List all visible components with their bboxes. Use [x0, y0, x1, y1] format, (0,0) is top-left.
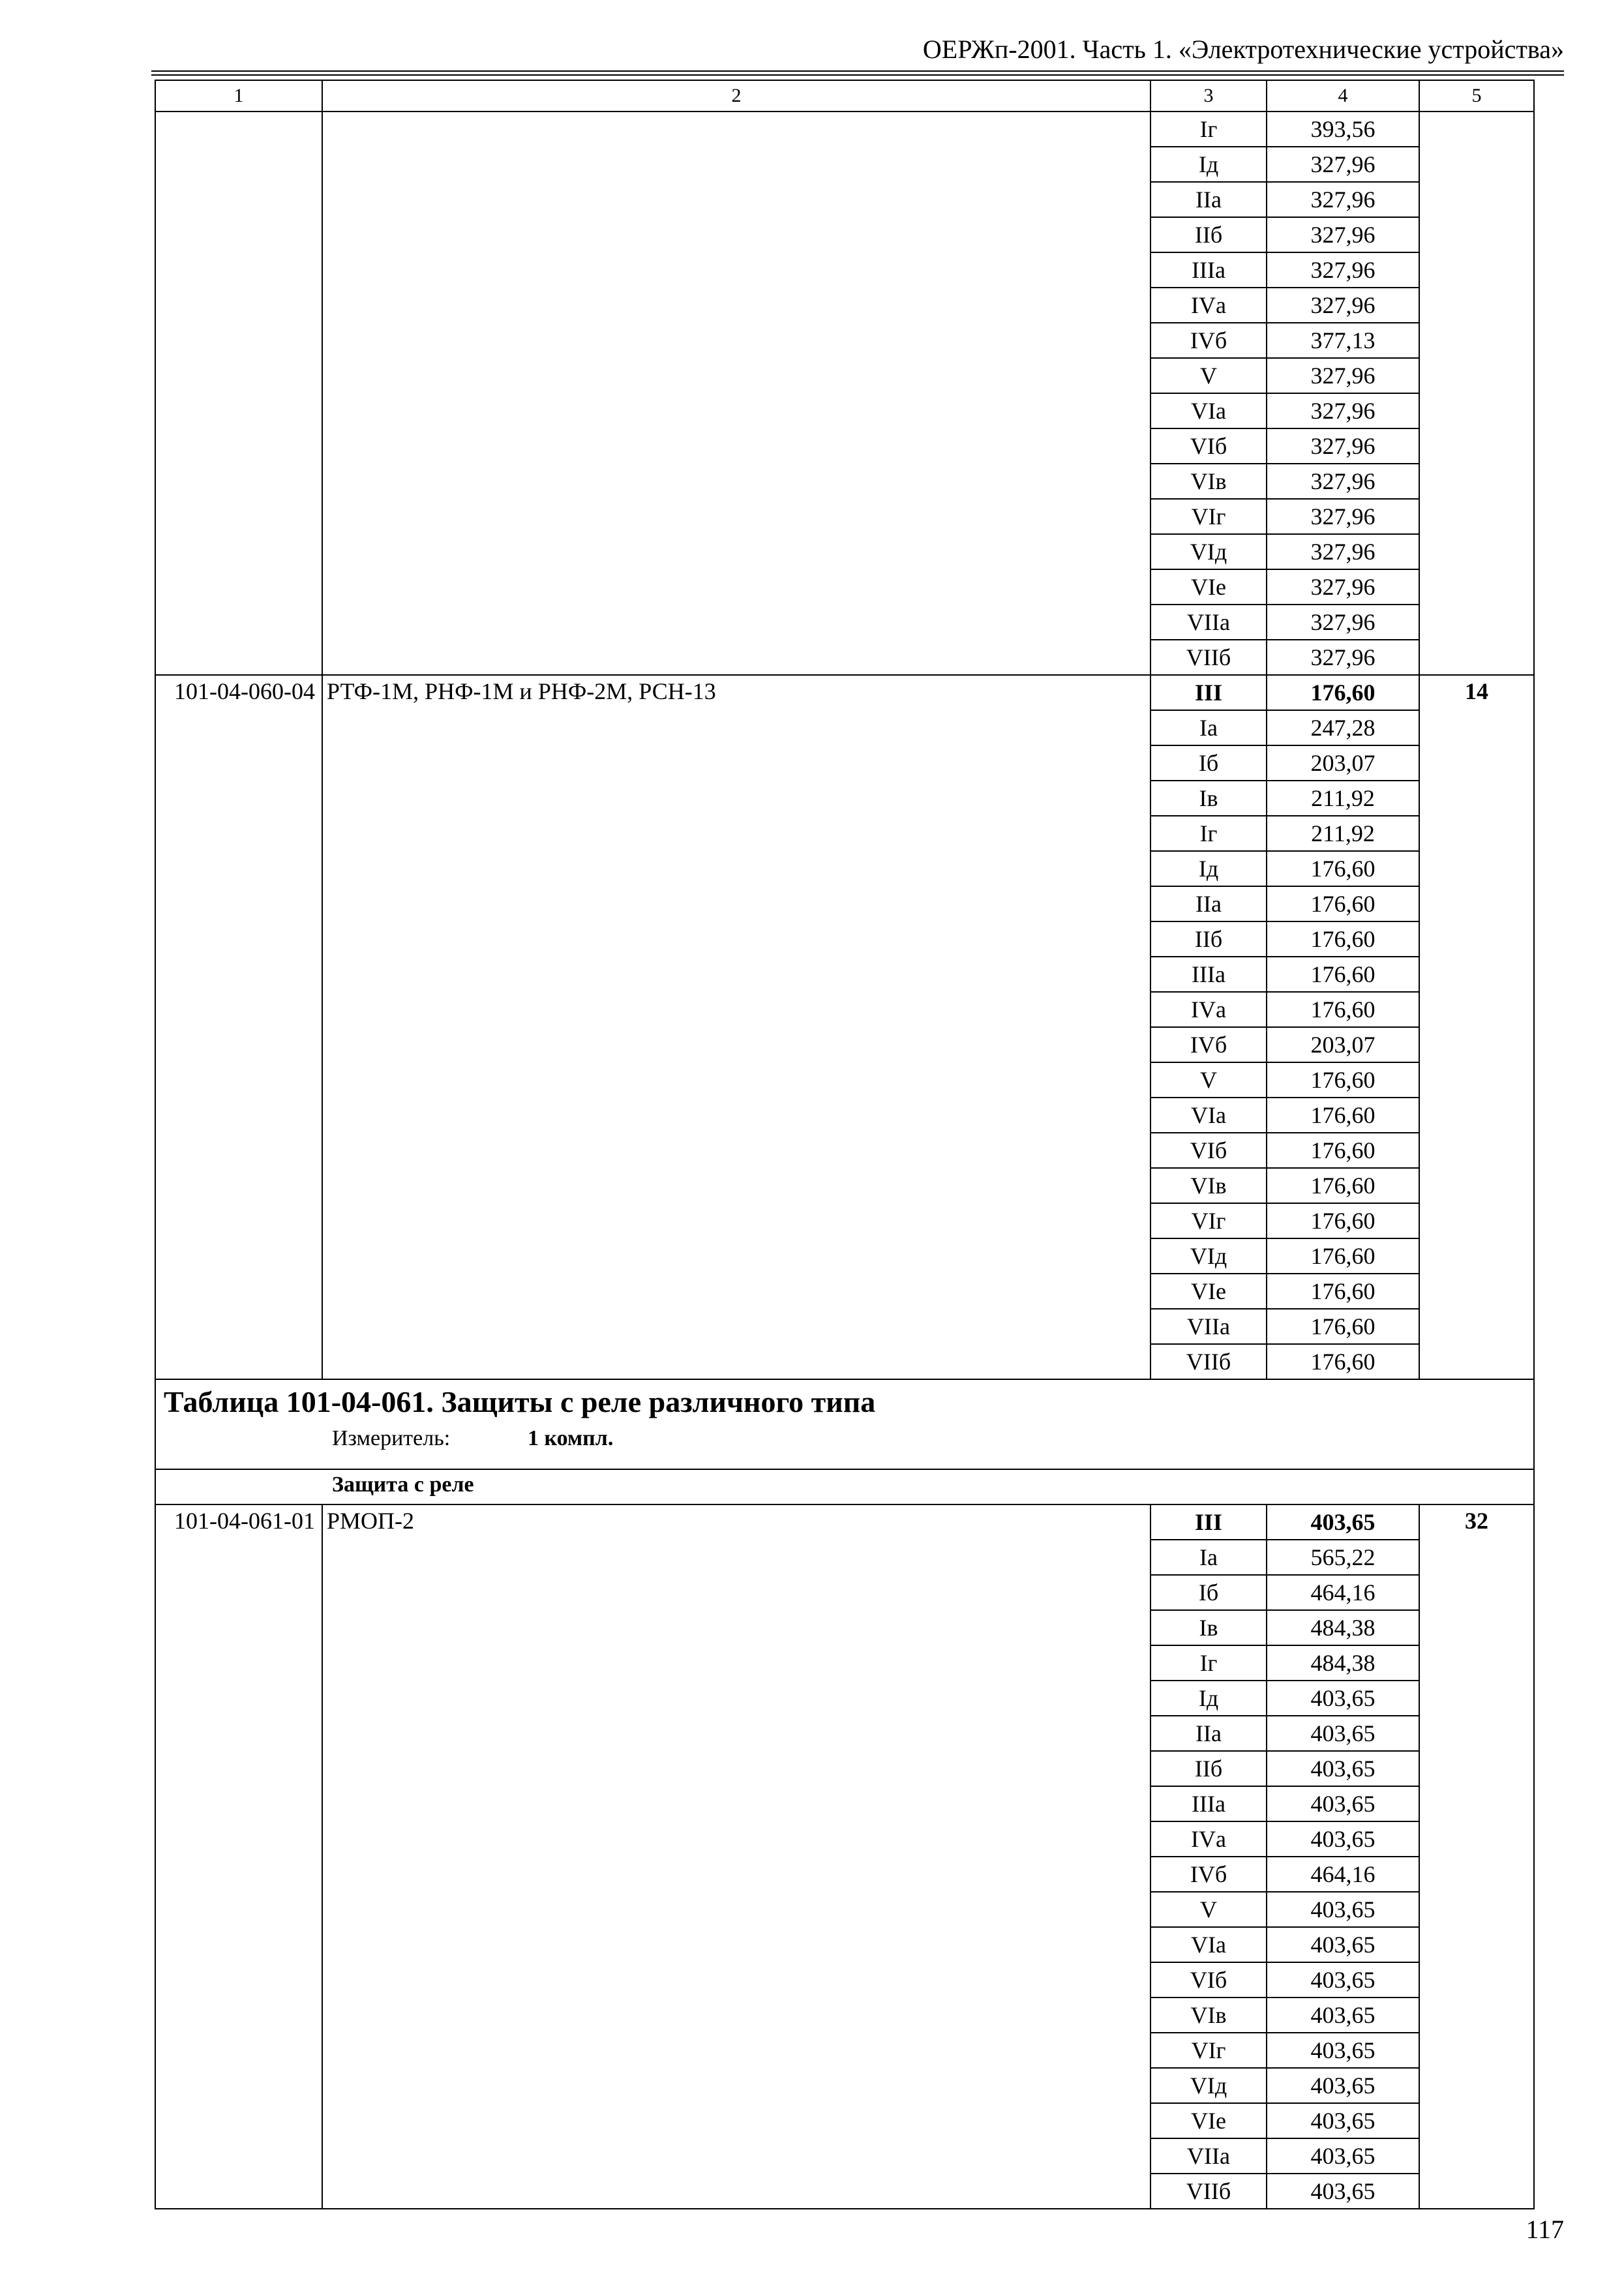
zone-cell: VIIб: [1150, 640, 1267, 675]
header-rule: [151, 70, 1564, 76]
price-cell: 327,96: [1267, 464, 1419, 499]
zone-cell: V: [1150, 1062, 1267, 1098]
zone-cell: VIе: [1150, 569, 1267, 605]
price-cell: 327,96: [1267, 217, 1419, 252]
zone-cell: VIа: [1150, 1927, 1267, 1962]
zone-cell: IVб: [1150, 323, 1267, 358]
price-cell: 176,60: [1267, 957, 1419, 992]
zone-cell: VIIб: [1150, 2174, 1267, 2209]
price-cell: 176,60: [1267, 1133, 1419, 1168]
price-cell: 176,60: [1267, 1344, 1419, 1379]
price-cell: 247,28: [1267, 710, 1419, 745]
column-number-row: [155, 80, 1534, 112]
zone-cell: VIд: [1150, 2068, 1267, 2103]
zone-cell: VIд: [1150, 534, 1267, 569]
zone-cell: VIIа: [1150, 2138, 1267, 2174]
zone-cell: Iа: [1150, 1540, 1267, 1575]
zone-cell: V: [1150, 358, 1267, 393]
zone-cell: VIа: [1150, 393, 1267, 428]
zone-cell: Iб: [1150, 1575, 1267, 1610]
price-cell: 464,16: [1267, 1575, 1419, 1610]
labor-cell: [1419, 112, 1534, 675]
zone-cell: Iг: [1150, 816, 1267, 851]
price-cell: 565,22: [1267, 1540, 1419, 1575]
zone-cell: Iа: [1150, 710, 1267, 745]
measure-value: 1 компл.: [528, 1426, 614, 1450]
estimate-table: [155, 80, 1535, 2209]
price-cell: 327,96: [1267, 358, 1419, 393]
price-cell: 484,38: [1267, 1645, 1419, 1681]
zone-cell: VIд: [1150, 1238, 1267, 1274]
price-cell: 403,65: [1267, 2068, 1419, 2103]
work-name: [322, 112, 1150, 675]
price-cell: 403,65: [1267, 1821, 1419, 1857]
zone-cell: Iг: [1150, 1645, 1267, 1681]
column-number: 2: [322, 80, 1150, 112]
price-cell: 403,65: [1267, 1962, 1419, 1997]
price-cell: 403,65: [1267, 1997, 1419, 2033]
zone-cell: Iв: [1150, 1610, 1267, 1645]
zone-cell: VIв: [1150, 464, 1267, 499]
zone-cell: IIб: [1150, 921, 1267, 957]
labor-cell: 14: [1419, 675, 1534, 1379]
price-cell: 327,96: [1267, 640, 1419, 675]
price-cell: 176,60: [1267, 1309, 1419, 1344]
price-cell: 176,60: [1267, 675, 1419, 710]
price-cell: 203,07: [1267, 745, 1419, 781]
price-cell: 176,60: [1267, 1238, 1419, 1274]
zone-cell: VIб: [1150, 1962, 1267, 1997]
price-cell: 176,60: [1267, 851, 1419, 886]
price-cell: 403,65: [1267, 1927, 1419, 1962]
price-cell: 327,96: [1267, 428, 1419, 464]
price-cell: 484,38: [1267, 1610, 1419, 1645]
zone-cell: VIIа: [1150, 605, 1267, 640]
zone-cell: VIе: [1150, 2103, 1267, 2138]
zone-cell: IVа: [1150, 288, 1267, 323]
rate-code: 101-04-060-04: [155, 675, 322, 1379]
price-cell: 176,60: [1267, 921, 1419, 957]
price-cell: 403,65: [1267, 1716, 1419, 1751]
zone-cell: IIб: [1150, 1751, 1267, 1786]
rate-code: [155, 112, 322, 675]
page-number: 117: [1526, 2215, 1564, 2244]
zone-cell: VIв: [1150, 1168, 1267, 1203]
zone-cell: IIа: [1150, 886, 1267, 921]
zone-cell: III: [1150, 1504, 1267, 1540]
zone-cell: Iб: [1150, 745, 1267, 781]
price-cell: 327,96: [1267, 288, 1419, 323]
price-cell: 403,65: [1267, 1504, 1419, 1540]
column-number: 1: [155, 80, 322, 112]
price-cell: 403,65: [1267, 1892, 1419, 1927]
price-cell: 403,65: [1267, 2138, 1419, 2174]
zone-cell: VIб: [1150, 428, 1267, 464]
price-cell: 176,60: [1267, 1062, 1419, 1098]
measure-label: Измеритель:: [332, 1426, 451, 1450]
price-cell: 327,96: [1267, 147, 1419, 182]
rate-code: 101-04-061-01: [155, 1504, 322, 2209]
price-cell: 211,92: [1267, 816, 1419, 851]
zone-cell: IIб: [1150, 217, 1267, 252]
price-cell: 176,60: [1267, 1098, 1419, 1133]
zone-cell: IVб: [1150, 1027, 1267, 1062]
zone-cell: III: [1150, 675, 1267, 710]
zone-cell: Iд: [1150, 851, 1267, 886]
price-cell: 176,60: [1267, 886, 1419, 921]
measure-line: [332, 1428, 1533, 1450]
price-cell: 327,96: [1267, 569, 1419, 605]
price-cell: 327,96: [1267, 252, 1419, 288]
price-cell: 327,96: [1267, 499, 1419, 534]
labor-cell: 32: [1419, 1504, 1534, 2209]
zone-cell: IIIа: [1150, 252, 1267, 288]
price-cell: 327,96: [1267, 182, 1419, 217]
zone-cell: Iд: [1150, 1681, 1267, 1716]
price-cell: 203,07: [1267, 1027, 1419, 1062]
price-cell: 211,92: [1267, 781, 1419, 816]
price-cell: 403,65: [1267, 2033, 1419, 2068]
zone-cell: VIг: [1150, 1203, 1267, 1238]
price-cell: 176,60: [1267, 992, 1419, 1027]
table-row: [155, 675, 1534, 710]
price-cell: 327,96: [1267, 534, 1419, 569]
zone-cell: IIIа: [1150, 957, 1267, 992]
zone-cell: VIа: [1150, 1098, 1267, 1133]
section-title: Защита с реле: [155, 1469, 1534, 1504]
price-cell: 393,56: [1267, 112, 1419, 147]
table-title: Таблица 101-04-061. Защиты с реле различного типа: [164, 1385, 876, 1418]
section-row: [155, 1469, 1534, 1504]
zone-cell: IIIа: [1150, 1786, 1267, 1821]
table-row: [155, 112, 1534, 147]
zone-cell: IIа: [1150, 1716, 1267, 1751]
column-number: 5: [1419, 80, 1534, 112]
zone-cell: Iв: [1150, 781, 1267, 816]
zone-cell: VIIа: [1150, 1309, 1267, 1344]
price-cell: 403,65: [1267, 2103, 1419, 2138]
price-cell: 327,96: [1267, 393, 1419, 428]
zone-cell: VIг: [1150, 499, 1267, 534]
price-cell: 176,60: [1267, 1168, 1419, 1203]
price-cell: 403,65: [1267, 1751, 1419, 1786]
price-cell: 176,60: [1267, 1203, 1419, 1238]
zone-cell: V: [1150, 1892, 1267, 1927]
work-name: РТФ-1М, РНФ-1М и РНФ-2М, РСН-13: [322, 675, 1150, 1379]
price-cell: 176,60: [1267, 1274, 1419, 1309]
zone-cell: VIг: [1150, 2033, 1267, 2068]
zone-cell: Iд: [1150, 147, 1267, 182]
price-cell: 403,65: [1267, 1681, 1419, 1716]
zone-cell: VIв: [1150, 1997, 1267, 2033]
zone-cell: VIе: [1150, 1274, 1267, 1309]
zone-cell: VIб: [1150, 1133, 1267, 1168]
zone-cell: IVа: [1150, 992, 1267, 1027]
table-heading-row: [155, 1379, 1534, 1469]
page-header-title: ОЕРЖп-2001. Часть 1. «Электротехнические устройства»: [922, 35, 1564, 64]
price-cell: 464,16: [1267, 1857, 1419, 1892]
zone-cell: VIIб: [1150, 1344, 1267, 1379]
column-number: 3: [1150, 80, 1267, 112]
price-cell: 377,13: [1267, 323, 1419, 358]
column-number: 4: [1267, 80, 1419, 112]
zone-cell: IIа: [1150, 182, 1267, 217]
price-cell: 327,96: [1267, 605, 1419, 640]
price-cell: 403,65: [1267, 1786, 1419, 1821]
table-heading: [155, 1379, 1534, 1469]
zone-cell: IVб: [1150, 1857, 1267, 1892]
zone-cell: Iг: [1150, 112, 1267, 147]
work-name: РМОП-2: [322, 1504, 1150, 2209]
price-cell: 403,65: [1267, 2174, 1419, 2209]
table-row: [155, 1504, 1534, 1540]
zone-cell: IVа: [1150, 1821, 1267, 1857]
